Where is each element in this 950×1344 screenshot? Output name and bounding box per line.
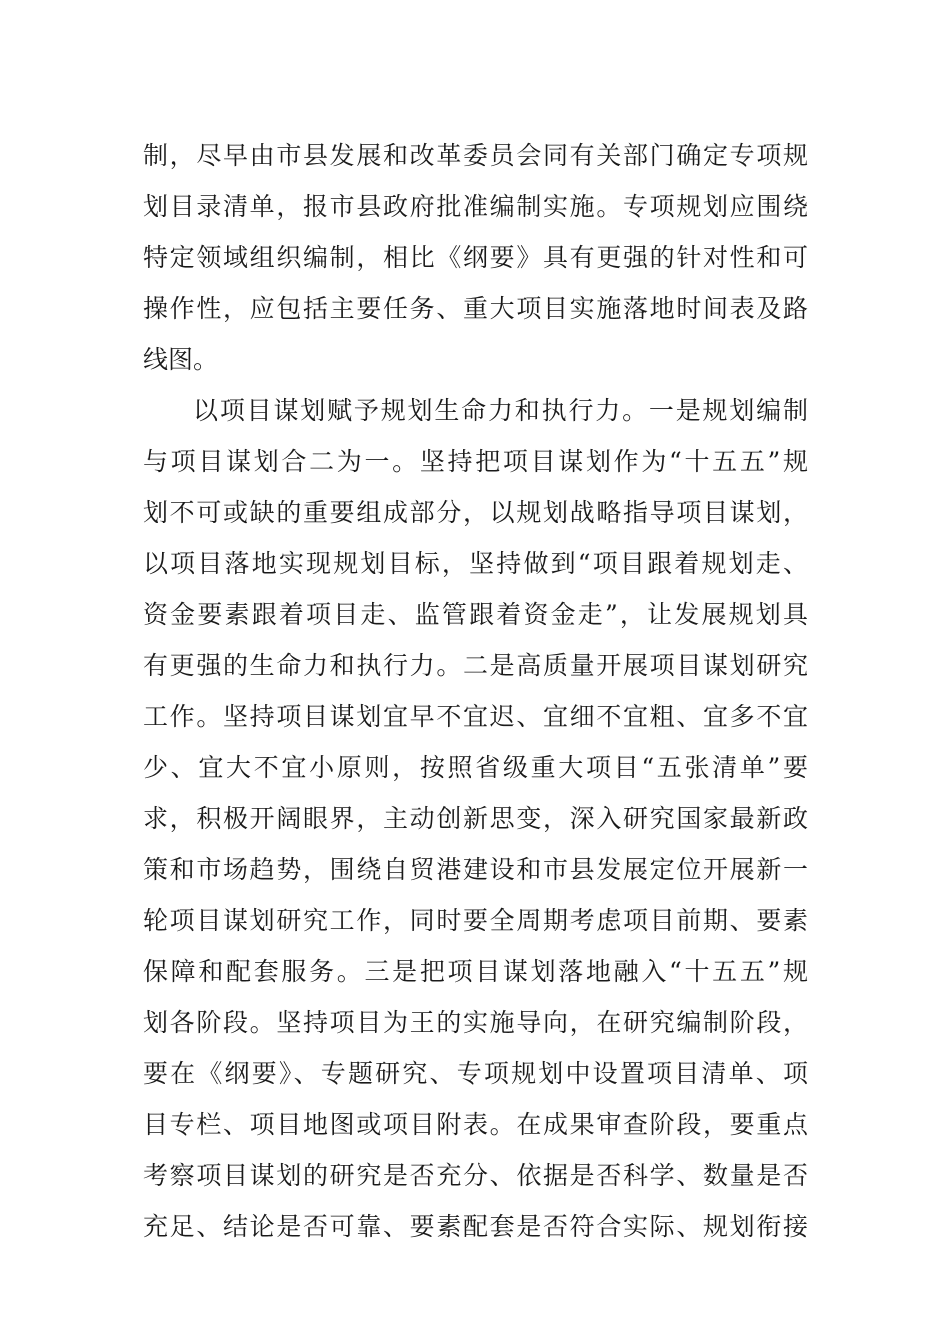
text-line: 特定领域组织编制，相比《纲要》具有更强的针对性和可 xyxy=(143,243,808,272)
text-line: 有更强的生命力和执行力。二是高质量开展项目谋划研究 xyxy=(143,651,808,680)
text-line: 线图。 xyxy=(143,345,219,374)
text-line: 要在《纲要》、专题研究、专项规划中设置项目清单、项 xyxy=(143,1059,808,1088)
text-line: 保障和配套服务。三是把项目谋划落地融入“十五五”规 xyxy=(143,957,808,986)
text-line: 轮项目谋划研究工作，同时要全周期考虑项目前期、要素 xyxy=(143,906,808,935)
text-line: 操作性，应包括主要任务、重大项目实施落地时间表及路 xyxy=(143,294,808,323)
text-line: 划目录清单，报市县政府批准编制实施。专项规划应围绕 xyxy=(143,192,808,221)
text-line: 少、宜大不宜小原则，按照省级重大项目“五张清单”要 xyxy=(143,753,808,782)
text-line: 划不可或缺的重要组成部分，以规划战略指导项目谋划， xyxy=(143,498,808,527)
text-line: 与项目谋划合二为一。坚持把项目谋划作为“十五五”规 xyxy=(143,447,808,476)
text-line: 工作。坚持项目谋划宜早不宜迟、宜细不宜粗、宜多不宜 xyxy=(143,702,808,731)
text-line: 充足、结论是否可靠、要素配套是否符合实际、规划衔接 xyxy=(143,1212,808,1241)
text-line: 目专栏、项目地图或项目附表。在成果审查阶段，要重点 xyxy=(143,1110,808,1139)
text-line: 考察项目谋划的研究是否充分、依据是否科学、数量是否 xyxy=(143,1161,808,1190)
text-line: 求，积极开阔眼界，主动创新思变，深入研究国家最新政 xyxy=(143,804,808,833)
body-text xyxy=(143,130,808,1252)
text-line: 制，尽早由市县发展和改革委员会同有关部门确定专项规 xyxy=(143,141,808,170)
text-line: 以项目谋划赋予规划生命力和执行力。一是规划编制 xyxy=(193,396,808,425)
text-line: 以项目落地实现规划目标，坚持做到“项目跟着规划走、 xyxy=(143,549,808,578)
text-line: 划各阶段。坚持项目为王的实施导向，在研究编制阶段， xyxy=(143,1008,808,1037)
text-line: 资金要素跟着项目走、监管跟着资金走”，让发展规划具 xyxy=(143,600,808,629)
text-line: 策和市场趋势，围绕自贸港建设和市县发展定位开展新一 xyxy=(143,855,808,884)
